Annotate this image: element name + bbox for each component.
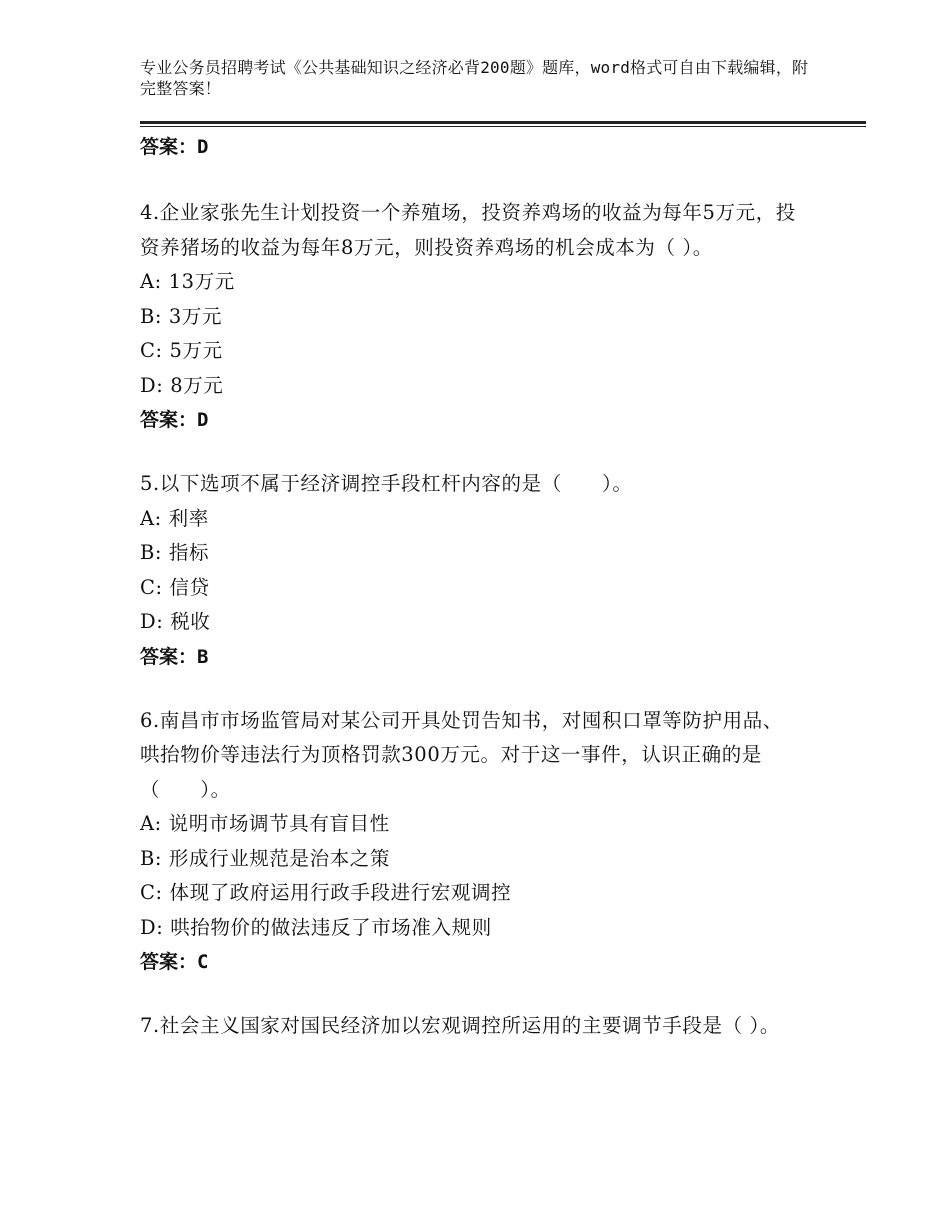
question-text: 6.南昌市市场监管局对某公司开具处罚告知书，对囤积口罩等防护用品、哄抬物价等违法行为顶格罚款300万元。对于这一事件，认识正确的是（ ）。 xyxy=(140,708,783,801)
option-d: D: 哄抬物价的做法违反了市场准入规则 xyxy=(140,915,492,939)
option-b: B: 形成行业规范是治本之策 xyxy=(140,846,390,870)
page-header: 专业公务员招聘考试《公共基础知识之经济必背200题》题库，word格式可自由下载编辑，附完整答案！ xyxy=(140,58,809,98)
option-c: C: 5万元 xyxy=(140,339,223,362)
answer-label: 答案：D xyxy=(140,409,209,431)
option-b: B: 指标 xyxy=(140,541,210,564)
option-d: D: 税收 xyxy=(140,610,211,633)
option-c: C: 体现了政府运用行政手段进行宏观调控 xyxy=(140,881,512,904)
question-text: 7.社会主义国家对国民经济加以宏观调控所运用的主要调节手段是（ ）。 xyxy=(140,1014,780,1037)
question-text: 4.企业家张先生计划投资一个养殖场，投资养鸡场的收益为每年5万元，投资养猪场的收益为每年8万元，则投资养鸡场的机会成本为（ ）。 xyxy=(140,201,796,259)
header-divider xyxy=(140,121,866,127)
question-text: 5.以下选项不属于经济调控手段杠杆内容的是（ ）。 xyxy=(140,472,633,495)
answer-label: 答案：C xyxy=(140,951,209,973)
previous-answer: 答案：D xyxy=(140,136,209,158)
question-list xyxy=(140,196,800,1074)
option-a: A: 利率 xyxy=(140,506,209,530)
option-a: A: 13万元 xyxy=(140,270,235,293)
option-a: A: 说明市场调节具有盲目性 xyxy=(140,812,390,835)
question-item xyxy=(140,704,800,980)
option-c: C: 信贷 xyxy=(140,575,210,599)
question-item xyxy=(140,196,800,437)
question-item xyxy=(140,1009,800,1044)
option-b: B: 3万元 xyxy=(140,304,223,328)
answer-label: 答案：B xyxy=(140,645,209,668)
option-d: D: 8万元 xyxy=(140,373,224,397)
question-item xyxy=(140,467,800,674)
